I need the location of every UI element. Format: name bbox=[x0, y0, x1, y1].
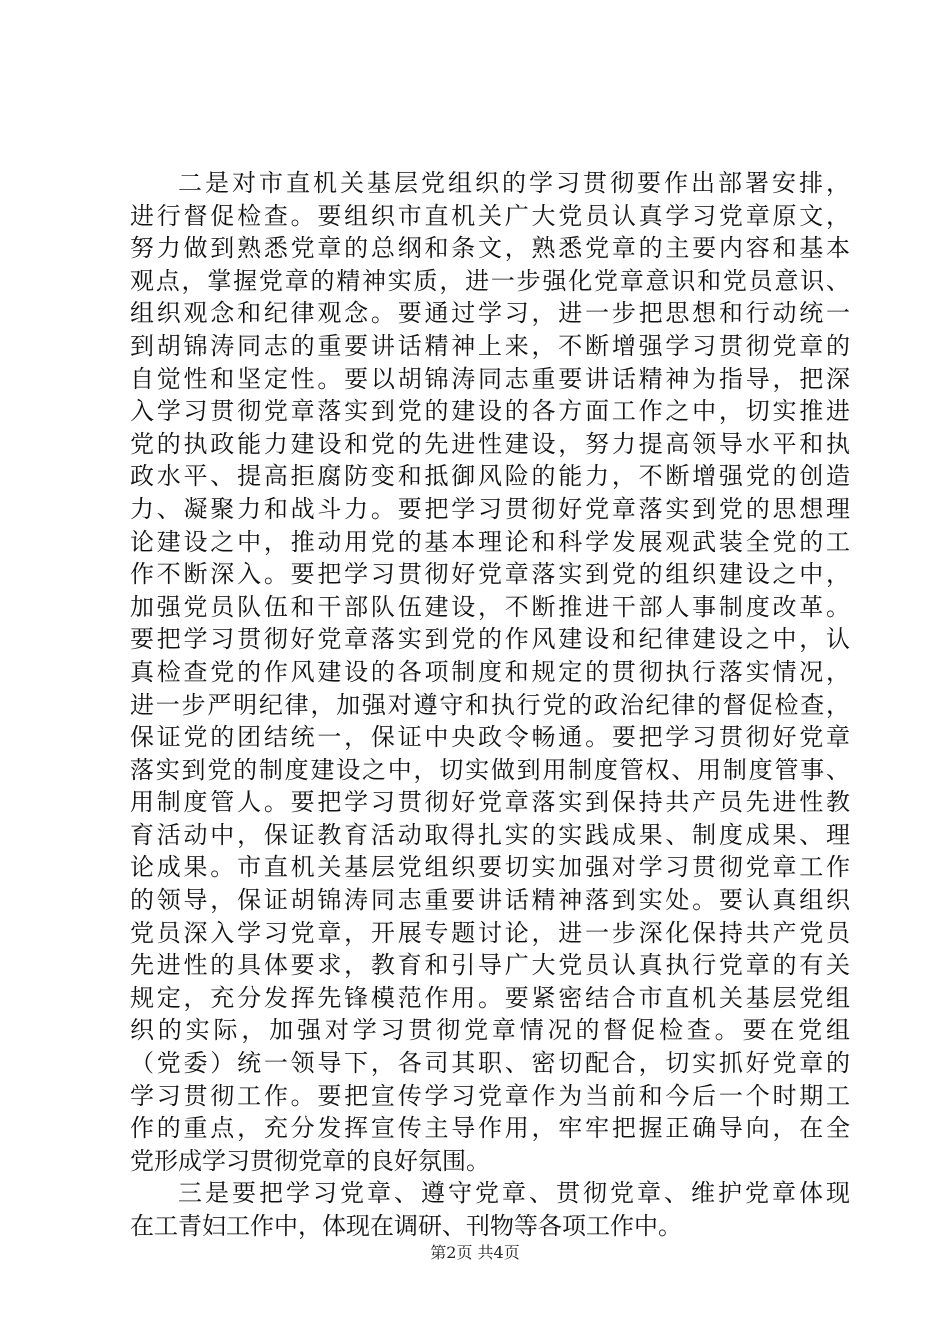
paragraph-line: 先进性的具体要求，教育和引导广大党员认真执行党章的有关 bbox=[130, 951, 850, 980]
paragraph-line: 作不断深入。要把学习贯彻好党章落实到党的组织建设之中， bbox=[130, 560, 850, 589]
paragraph-line: （党委）统一领导下，各司其职、密切配合，切实抓好党章的 bbox=[130, 1049, 850, 1078]
paragraph-line: 保证党的团结统一，保证中央政令畅通。要把学习贯彻好党章 bbox=[130, 723, 850, 752]
paragraph-line: 自觉性和坚定性。要以胡锦涛同志重要讲话精神为指导，把深 bbox=[130, 364, 850, 393]
paragraph-line: 育活动中，保证教育活动取得扎实的实践成果、制度成果、理 bbox=[130, 820, 850, 849]
paragraph-line: 加强党员队伍和干部队伍建设，不断推进干部人事制度改革。 bbox=[130, 592, 850, 621]
paragraph-line: 力、凝聚力和战斗力。要把学习贯彻好党章落实到党的思想理 bbox=[130, 494, 850, 523]
paragraph-line: 作的重点，充分发挥宣传主导作用，牢牢把握正确导向，在全 bbox=[130, 1114, 850, 1143]
paragraph-line: 党员深入学习党章，开展专题讨论，进一步深化保持共产党员 bbox=[130, 918, 850, 947]
paragraph-line: 组织观念和纪律观念。要通过学习，进一步把思想和行动统一 bbox=[130, 299, 850, 328]
paragraph-line: 入学习贯彻党章落实到党的建设的各方面工作之中，切实推进 bbox=[130, 397, 850, 426]
paragraph-line: 的领导，保证胡锦涛同志重要讲话精神落到实处。要认真组织 bbox=[130, 886, 850, 915]
paragraph-line: 学习贯彻工作。要把宣传学习党章作为当前和今后一个时期工 bbox=[130, 1081, 850, 1110]
paragraph-line: 织的实际，加强对学习贯彻党章情况的督促检查。要在党组 bbox=[130, 1016, 850, 1045]
paragraph-line: 论建设之中，推动用党的基本理论和科学发展观武装全党的工 bbox=[130, 527, 850, 556]
paragraph-line: 进行督促检查。要组织市直机关广大党员认真学习党章原文， bbox=[130, 201, 850, 230]
paragraph-line: 进一步严明纪律，加强对遵守和执行党的政治纪律的督促检查， bbox=[130, 690, 850, 719]
paragraph-line: 政水平、提高拒腐防变和抵御风险的能力，不断增强党的创造 bbox=[130, 462, 850, 491]
paragraph-line: 到胡锦涛同志的重要讲话精神上来，不断增强学习贯彻党章的 bbox=[130, 331, 850, 360]
paragraph-line: 用制度管人。要把学习贯彻好党章落实到保持共产员先进性教 bbox=[130, 788, 850, 817]
paragraph-line: 真检查党的作风建设的各项制度和规定的贯彻执行落实情况， bbox=[130, 657, 850, 686]
paragraph-line: 在工青妇工作中，体现在调研、刊物等各项工作中。 bbox=[130, 1212, 682, 1240]
paragraph-line: 二是对市直机关基层党组织的学习贯彻要作出部署安排， bbox=[178, 169, 850, 197]
paragraph-line: 观点，掌握党章的精神实质，进一步强化党章意识和党员意识、 bbox=[130, 266, 850, 295]
paragraph-line: 努力做到熟悉党章的总纲和条文，熟悉党章的主要内容和基本 bbox=[130, 234, 850, 263]
paragraph-line: 规定，充分发挥先锋模范作用。要紧密结合市直机关基层党组 bbox=[130, 983, 850, 1012]
paragraph-line: 三是要把学习党章、遵守党章、贯彻党章、维护党章体现 bbox=[178, 1179, 850, 1208]
paragraph-line: 论成果。市直机关基层党组织要切实加强对学习贯彻党章工作 bbox=[130, 853, 850, 882]
body-text bbox=[130, 167, 850, 1243]
page-number-footer: 第2页 共4页 bbox=[430, 1243, 520, 1262]
paragraph-line: 要把学习贯彻好党章落实到党的作风建设和纪律建设之中，认 bbox=[130, 625, 850, 654]
paragraph-line: 落实到党的制度建设之中，切实做到用制度管权、用制度管事、 bbox=[130, 755, 850, 784]
paragraph-line: 党的执政能力建设和党的先进性建设，努力提高领导水平和执 bbox=[130, 429, 850, 458]
paragraph-line: 党形成学习贯彻党章的良好氛围。 bbox=[130, 1146, 490, 1175]
